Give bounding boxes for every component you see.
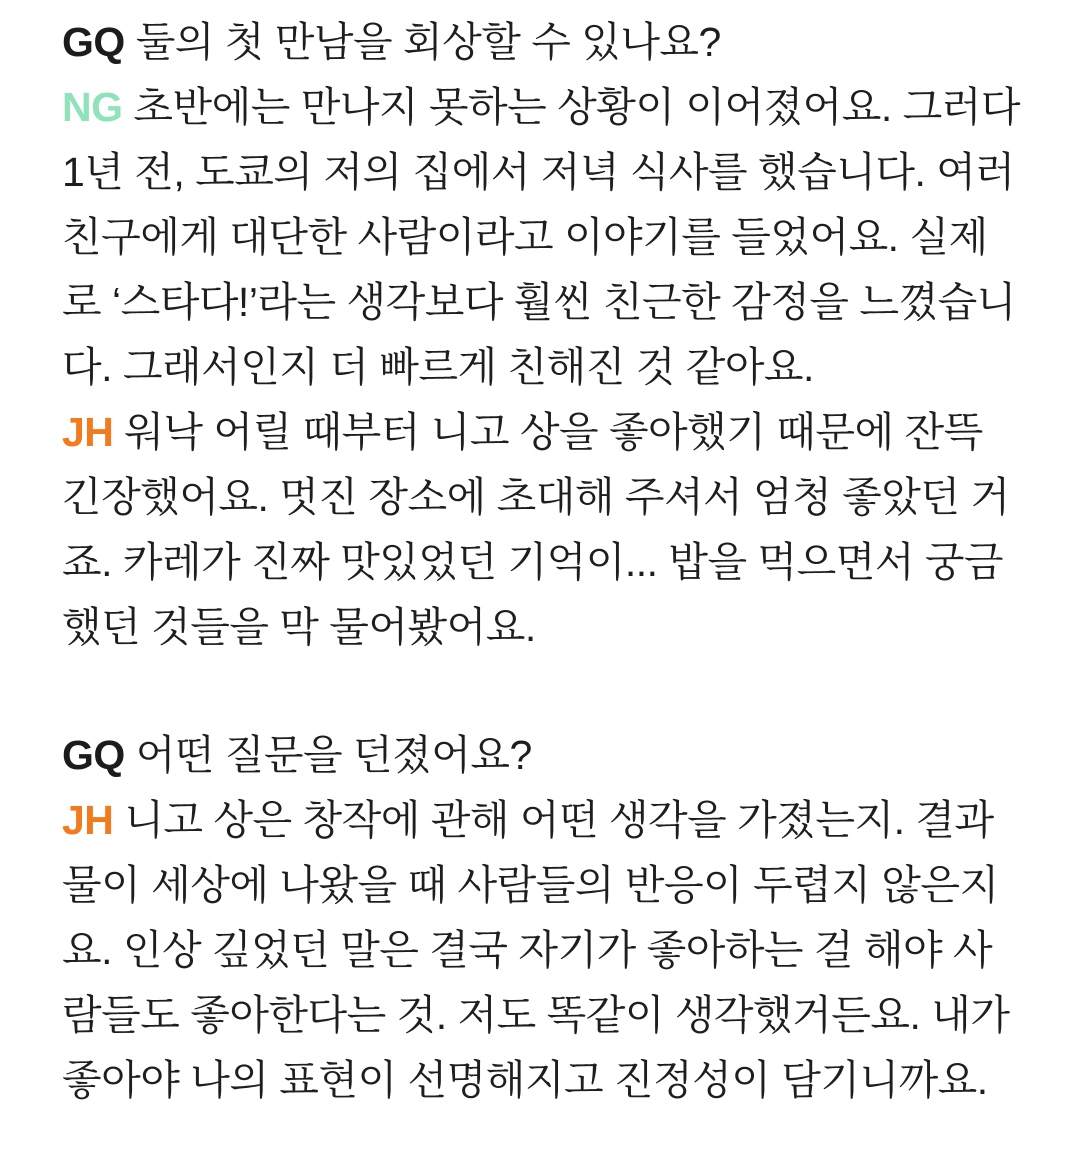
paragraph-text: 니고 상은 창작에 관해 어떤 생각을 가졌는지. 결과물이 세상에 나왔을 때 사람들의 반응이 두렵지 않은지요. 인상 깊었던 말은 결국 자기가 좋아하는 걸 해야 사람들도 좋아한다는 것. 저도 똑같이 생각했거든요. 내가 좋아야 나의 표현이 선명해지고 진정성이 담기니까요. [62,797,1010,1103]
speaker-label-ng: NG [62,84,123,130]
speaker-label-jh: JH [62,797,114,843]
paragraph-text: 어떤 질문을 던졌어요? [135,732,532,778]
interview-paragraph [62,723,1020,788]
speaker-label-gq: GQ [62,732,125,778]
paragraph-text: 둘의 첫 만남을 회상할 수 있나요? [135,19,721,65]
paragraph-text: 초반에는 만나지 못하는 상황이 이어졌어요. 그러다 1년 전, 도쿄의 저의 집에서 저녁 식사를 했습니다. 여러 친구에게 대단한 사람이라고 이야기를 들었어요. 실제로 ‘스타다!’라는 생각보다 훨씬 친근한 감정을 느꼈습니다. 그래서인지 더 빠르게 친해진 것 같아요. [62,84,1020,390]
interview-paragraph [62,75,1020,400]
interview-paragraph [62,10,1020,75]
speaker-label-jh: JH [62,409,114,455]
paragraph-text: 워낙 어릴 때부터 니고 상을 좋아했기 때문에 잔뜩 긴장했어요. 멋진 장소에 초대해 주셔서 엄청 좋았던 거죠. 카레가 진짜 맛있었던 기억이... 밥을 먹으면서 궁금했던 것들을 막 물어봤어요. [62,409,1010,650]
interview-paragraph [62,788,1020,1113]
speaker-label-gq: GQ [62,19,125,65]
interview-paragraph [62,400,1020,660]
